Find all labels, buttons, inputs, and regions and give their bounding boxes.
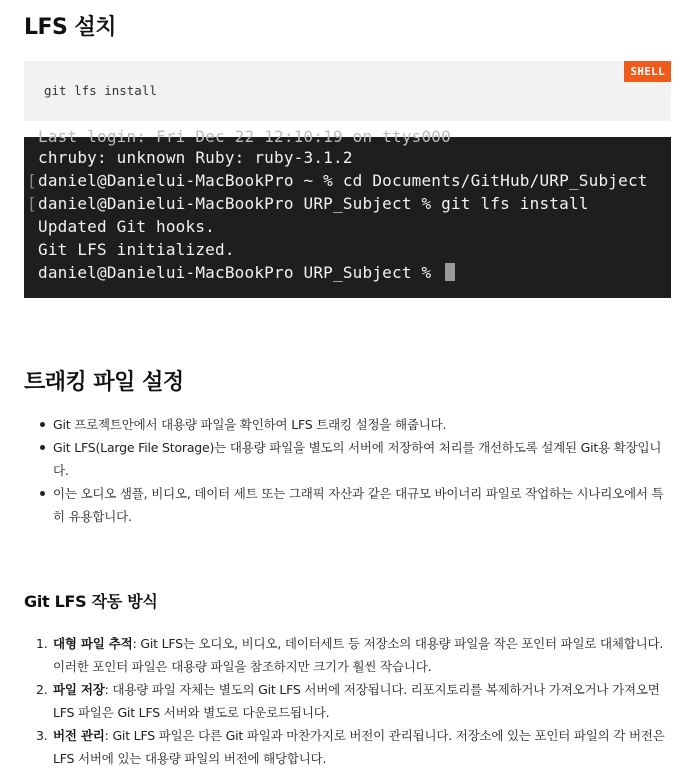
terminal-line: Last login: Fri Dec 22 12:10:19 on ttys000 [38,127,451,146]
list-number: 3. [36,728,48,743]
list-item-text: : Git LFS는 오디오, 비디오, 데이터세트 등 저장소의 대용량 파일을 작은 포인터 파일로 대체합니다. 이러한 포인터 파일은 대용량 파일을 참조하지만 크기가 훨씬 작습니다. [53,636,664,674]
list-item [36,724,673,770]
terminal-line: Updated Git hooks. [38,217,215,236]
how-it-works-list [36,632,673,770]
list-item-text: : 대용량 파일 자체는 별도의 Git LFS 서버에 저장됩니다. 리포지토리를 복제하거나 가져오거나 가져오면 LFS 파일은 Git LFS 서버와 별도로 다운로드됩니다. [53,682,660,720]
tracking-bullet-list [53,413,673,528]
list-item [36,632,673,678]
section-title-lfs-install: LFS 설치 [24,15,117,40]
section-title-how-it-works: Git LFS 작동 방식 [24,592,158,611]
terminal-line: Git LFS initialized. [38,240,235,259]
list-item-term: 버전 관리 [53,728,105,743]
list-item [36,678,673,724]
terminal-line-prompt [38,263,455,282]
list-item: Git LFS(Large File Storage)는 대용량 파일을 별도의 서버에 저장하여 처리를 개선하도록 설계된 Git용 확장입니다. [53,436,673,482]
list-item-term: 대형 파일 추적 [53,636,133,651]
list-number: 2. [36,682,48,697]
terminal-screenshot [24,127,671,298]
list-number: 1. [36,636,48,651]
terminal-line: daniel@Danielui-MacBookPro URP_Subject % git lfs install [38,194,589,213]
terminal-bracket: [ [27,171,37,190]
list-item: 이는 오디오 샘플, 비디오, 데이터 세트 또는 그래픽 자산과 같은 대규모 바이너리 파일로 작업하는 시나리오에서 특히 유용합니다. [53,482,673,528]
terminal-prompt-text: daniel@Danielui-MacBookPro URP_Subject % [38,263,442,282]
terminal-line: chruby: unknown Ruby: ruby-3.1.2 [38,148,353,167]
terminal-bracket: [ [27,194,37,213]
code-text[interactable]: git lfs install [44,83,157,98]
code-block[interactable] [24,61,671,121]
terminal-cursor [445,263,455,281]
list-item-text: : Git LFS 파일은 다른 Git 파일과 마찬가지로 버전이 관리됩니다. 저장소에 있는 포인터 파일의 각 버전은 LFS 서버에 있는 대용량 파일의 버전에 해당합니다. [53,728,665,766]
language-badge: SHELL [624,61,671,82]
terminal-line: daniel@Danielui-MacBookPro ~ % cd Documents/GitHub/URP_Subject [38,171,648,190]
list-item: Git 프로젝트안에서 대용량 파일을 확인하여 LFS 트래킹 설정을 해줍니다. [53,413,673,436]
list-item-term: 파일 저장 [53,682,105,697]
section-title-tracking: 트래킹 파일 설정 [24,370,184,395]
